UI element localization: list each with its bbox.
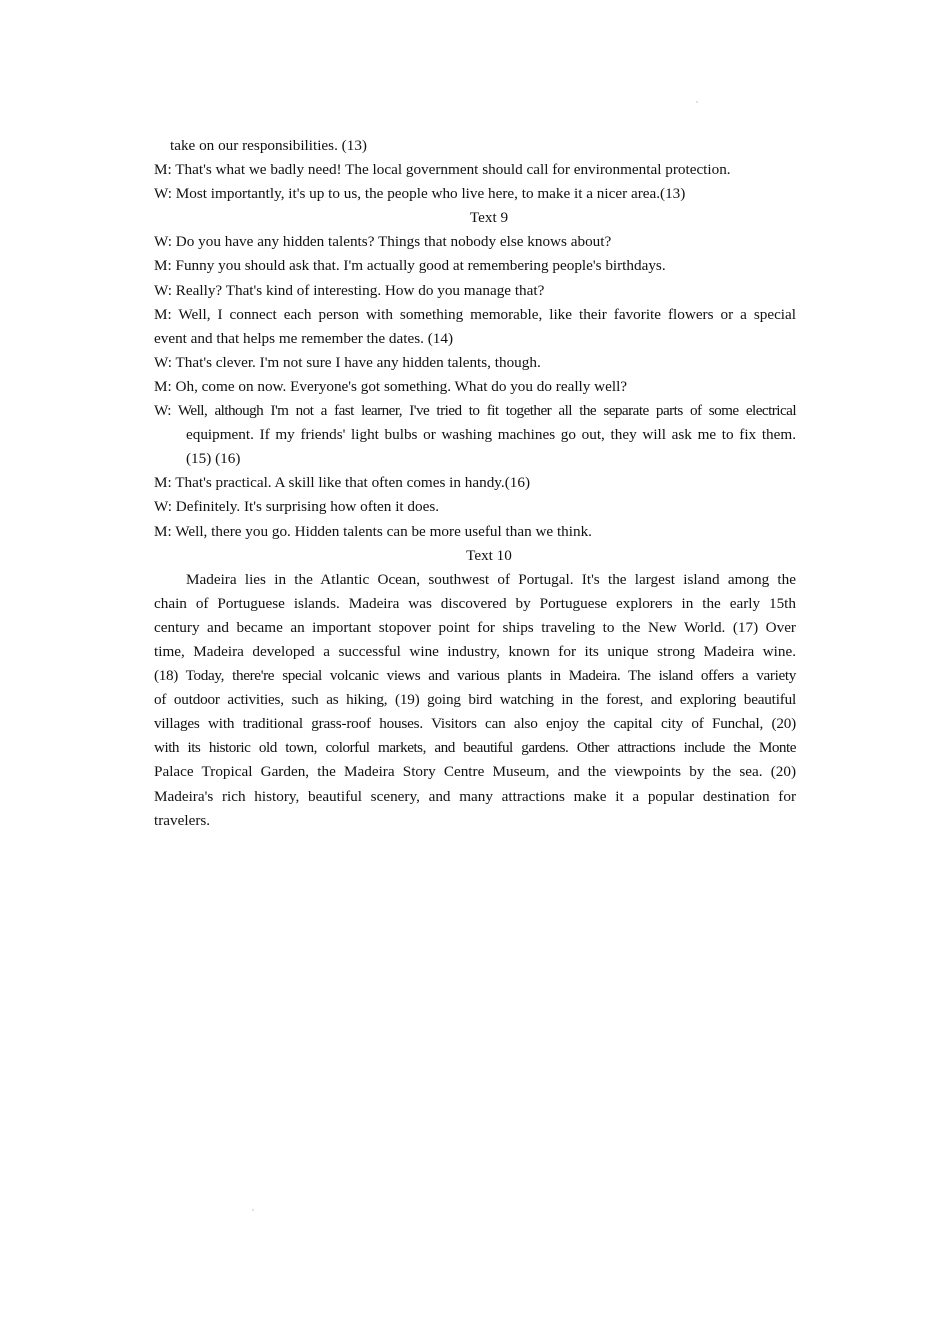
dialogue-line-continuation: equipment. If my friends' light bulbs or washing machines go out, they will ask me to fix them. <box>186 426 796 444</box>
scan-speck <box>696 101 698 103</box>
scan-speck <box>252 1209 254 1211</box>
paragraph-line: with its historic old town, colorful markets, and beautiful gardens. Other attractions include the Monte <box>154 739 796 757</box>
paragraph-line: villages with traditional grass-roof houses. Visitors can also enjoy the capital city of Funchal, (20) <box>154 715 796 733</box>
dialogue-line-continuation: (15) (16) <box>186 450 241 468</box>
dialogue-line: W: Really? That's kind of interesting. How do you manage that? <box>154 281 545 299</box>
paragraph-line: Palace Tropical Garden, the Madeira Story Centre Museum, and the viewpoints by the sea. (20) <box>154 763 796 781</box>
paragraph-line: time, Madeira developed a successful wine industry, known for its unique strong Madeira wine. <box>154 642 796 660</box>
dialogue-line-continuation: event and that helps me remember the dates. (14) <box>154 329 453 347</box>
dialogue-line: M: Well, there you go. Hidden talents can be more useful than we think. <box>154 522 592 540</box>
paragraph-line: Madeira's rich history, beautiful scenery, and many attractions make it a popular destination for <box>154 787 796 805</box>
dialogue-line: W: Do you have any hidden talents? Things that nobody else knows about? <box>154 233 612 251</box>
document-body <box>154 134 796 833</box>
dialogue-line: W: That's clever. I'm not sure I have any hidden talents, though. <box>154 353 541 371</box>
section-heading-text10: Text 10 <box>466 546 512 564</box>
dialogue-line: M: That's practical. A skill like that often comes in handy.(16) <box>154 474 531 492</box>
paragraph-line: travelers. <box>154 811 211 829</box>
paragraph-line: of outdoor activities, such as hiking, (19) going bird watching in the forest, and exploring beautiful <box>154 691 796 709</box>
paragraph-line: chain of Portuguese islands. Madeira was discovered by Portuguese explorers in the early 15th <box>154 594 796 612</box>
paragraph-line: (18) Today, there're special volcanic views and various plants in Madeira. The island offers a variety <box>154 667 796 685</box>
paragraph-line: Madeira lies in the Atlantic Ocean, southwest of Portugal. It's the largest island among the <box>186 570 796 588</box>
dialogue-line: W: Well, although I'm not a fast learner, I've tried to fit together all the separate parts of some electrical <box>154 402 796 420</box>
paragraph-line: century and became an important stopover point for ships traveling to the New World. (17) Over <box>154 618 796 636</box>
dialogue-line: M: That's what we badly need! The local government should call for environmental protection. <box>154 161 731 179</box>
dialogue-line: W: Definitely. It's surprising how often it does. <box>154 498 440 516</box>
dialogue-line: M: Oh, come on now. Everyone's got something. What do you do really well? <box>154 377 628 395</box>
dialogue-line: M: Funny you should ask that. I'm actually good at remembering people's birthdays. <box>154 257 666 275</box>
section-heading-text9: Text 9 <box>469 209 509 227</box>
dialogue-line: M: Well, I connect each person with something memorable, like their favorite flowers or a special <box>154 305 796 323</box>
continuation-line: take on our responsibilities. (13) <box>170 137 367 154</box>
dialogue-line: W: Most importantly, it's up to us, the people who live here, to make it a nicer area.(13) <box>154 185 686 203</box>
